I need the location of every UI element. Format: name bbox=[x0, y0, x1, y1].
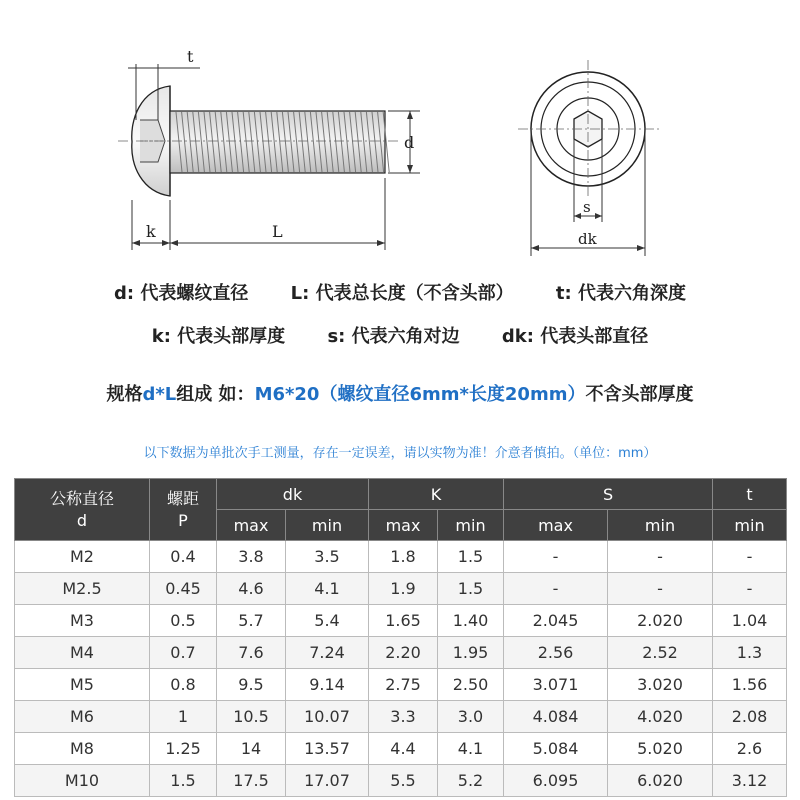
cell-s-max: 4.084 bbox=[504, 701, 608, 733]
cell-k-max: 1.9 bbox=[369, 573, 438, 605]
header-dk: dk bbox=[217, 479, 369, 510]
cell-s-min: 5.020 bbox=[608, 733, 713, 765]
header-dk-min: min bbox=[286, 510, 369, 541]
spec-table bbox=[14, 478, 787, 797]
spec-formula: d*L bbox=[142, 384, 177, 405]
cell-nominal: M2 bbox=[15, 541, 150, 573]
cell-dk-max: 9.5 bbox=[217, 669, 286, 701]
cell-s-min: 3.020 bbox=[608, 669, 713, 701]
header-nominal-symbol: d bbox=[76, 510, 88, 530]
label-k: k bbox=[146, 222, 156, 241]
legend-s: s: 代表六角对边 bbox=[327, 326, 460, 347]
cell-pitch: 1.5 bbox=[150, 765, 217, 797]
cell-nominal: M2.5 bbox=[15, 573, 150, 605]
cell-pitch: 0.5 bbox=[150, 605, 217, 637]
label-L: L bbox=[272, 222, 283, 241]
cell-nominal: M6 bbox=[15, 701, 150, 733]
cell-nominal: M4 bbox=[15, 637, 150, 669]
legend-L: L: 代表总长度（不含头部） bbox=[290, 283, 514, 304]
legend-k: k: 代表头部厚度 bbox=[151, 326, 286, 347]
header-k-max: max bbox=[369, 510, 438, 541]
table-row bbox=[15, 605, 787, 637]
cell-s-min: 4.020 bbox=[608, 701, 713, 733]
label-d: d bbox=[404, 133, 415, 152]
cell-t-min: 1.56 bbox=[713, 669, 787, 701]
table-row bbox=[15, 669, 787, 701]
spec-middle: 组成 如： bbox=[176, 384, 255, 405]
cell-s-max: 5.084 bbox=[504, 733, 608, 765]
cell-pitch: 0.7 bbox=[150, 637, 217, 669]
cell-k-min: 1.5 bbox=[438, 573, 504, 605]
cell-k-max: 3.3 bbox=[369, 701, 438, 733]
screw-end-view bbox=[518, 60, 660, 198]
cell-pitch: 0.45 bbox=[150, 573, 217, 605]
header-k-min: min bbox=[438, 510, 504, 541]
cell-t-min: 2.6 bbox=[713, 733, 787, 765]
header-t-min: min bbox=[713, 510, 787, 541]
cell-pitch: 0.8 bbox=[150, 669, 217, 701]
cell-s-min: - bbox=[608, 541, 713, 573]
legend-line-2 bbox=[0, 322, 800, 348]
cell-s-max: 2.56 bbox=[504, 637, 608, 669]
cell-k-min: 5.2 bbox=[438, 765, 504, 797]
header-s-min: min bbox=[608, 510, 713, 541]
header-nominal-label: 公称直径 bbox=[49, 488, 114, 508]
cell-dk-min: 17.07 bbox=[286, 765, 369, 797]
cell-dk-max: 7.6 bbox=[217, 637, 286, 669]
cell-k-max: 1.65 bbox=[369, 605, 438, 637]
cell-dk-min: 3.5 bbox=[286, 541, 369, 573]
legend-line-1 bbox=[0, 279, 800, 305]
cell-dk-min: 13.57 bbox=[286, 733, 369, 765]
header-pitch bbox=[150, 479, 217, 541]
label-s: s bbox=[583, 198, 591, 216]
legend-d: d: 代表螺纹直径 bbox=[114, 283, 249, 304]
table-body bbox=[15, 541, 787, 797]
cell-nominal: M3 bbox=[15, 605, 150, 637]
cell-k-max: 5.5 bbox=[369, 765, 438, 797]
cell-k-max: 4.4 bbox=[369, 733, 438, 765]
table-row bbox=[15, 701, 787, 733]
cell-t-min: 2.08 bbox=[713, 701, 787, 733]
table-row bbox=[15, 637, 787, 669]
cell-s-max: 2.045 bbox=[504, 605, 608, 637]
spec-example-line bbox=[0, 380, 800, 406]
table-row bbox=[15, 733, 787, 765]
header-t: t bbox=[713, 479, 787, 510]
cell-k-min: 4.1 bbox=[438, 733, 504, 765]
cell-pitch: 1.25 bbox=[150, 733, 217, 765]
header-nominal-diameter bbox=[15, 479, 150, 541]
cell-k-max: 2.75 bbox=[369, 669, 438, 701]
cell-dk-min: 9.14 bbox=[286, 669, 369, 701]
table-row bbox=[15, 573, 787, 605]
cell-dk-min: 5.4 bbox=[286, 605, 369, 637]
label-t: t bbox=[187, 47, 194, 66]
header-dk-max: max bbox=[217, 510, 286, 541]
cell-dk-min: 4.1 bbox=[286, 573, 369, 605]
cell-t-min: - bbox=[713, 541, 787, 573]
cell-t-min: 1.04 bbox=[713, 605, 787, 637]
cell-s-max: - bbox=[504, 541, 608, 573]
header-pitch-symbol: P bbox=[178, 510, 188, 530]
cell-s-min: 2.52 bbox=[608, 637, 713, 669]
cell-nominal: M10 bbox=[15, 765, 150, 797]
cell-dk-max: 4.6 bbox=[217, 573, 286, 605]
spec-suffix: 不含头部厚度 bbox=[585, 384, 694, 405]
screw-side-view bbox=[118, 86, 398, 196]
cell-s-min: 2.020 bbox=[608, 605, 713, 637]
header-s-max: max bbox=[504, 510, 608, 541]
cell-t-min: - bbox=[713, 573, 787, 605]
cell-k-min: 3.0 bbox=[438, 701, 504, 733]
measurement-note: 以下数据为单批次手工测量，存在一定误差，请以实物为准！介意者慎拍。（单位：mm） bbox=[143, 446, 657, 461]
cell-pitch: 0.4 bbox=[150, 541, 217, 573]
cell-dk-max: 3.8 bbox=[217, 541, 286, 573]
table-row bbox=[15, 541, 787, 573]
legend-t: t: 代表六角深度 bbox=[555, 283, 686, 304]
cell-t-min: 3.12 bbox=[713, 765, 787, 797]
cell-k-min: 2.50 bbox=[438, 669, 504, 701]
cell-dk-max: 10.5 bbox=[217, 701, 286, 733]
table-row bbox=[15, 765, 787, 797]
cell-k-max: 2.20 bbox=[369, 637, 438, 669]
cell-t-min: 1.3 bbox=[713, 637, 787, 669]
cell-dk-max: 14 bbox=[217, 733, 286, 765]
label-dk: dk bbox=[578, 230, 597, 248]
cell-dk-min: 7.24 bbox=[286, 637, 369, 669]
cell-pitch: 1 bbox=[150, 701, 217, 733]
spec-prefix: 规格 bbox=[106, 384, 143, 405]
screw-drawing bbox=[0, 0, 800, 270]
cell-k-max: 1.8 bbox=[369, 541, 438, 573]
cell-s-min: 6.020 bbox=[608, 765, 713, 797]
cell-s-max: 6.095 bbox=[504, 765, 608, 797]
cell-dk-max: 5.7 bbox=[217, 605, 286, 637]
table-header-row-1 bbox=[15, 479, 787, 510]
header-k: K bbox=[369, 479, 504, 510]
cell-dk-min: 10.07 bbox=[286, 701, 369, 733]
cell-nominal: M5 bbox=[15, 669, 150, 701]
cell-k-min: 1.5 bbox=[438, 541, 504, 573]
cell-k-min: 1.95 bbox=[438, 637, 504, 669]
spec-example: M6*20（螺纹直径6mm*长度20mm） bbox=[254, 384, 586, 405]
cell-s-max: 3.071 bbox=[504, 669, 608, 701]
header-s: S bbox=[504, 479, 713, 510]
header-pitch-label: 螺距 bbox=[166, 488, 199, 508]
cell-dk-max: 17.5 bbox=[217, 765, 286, 797]
cell-k-min: 1.40 bbox=[438, 605, 504, 637]
legend-dk: dk: 代表头部直径 bbox=[501, 326, 649, 347]
cell-s-max: - bbox=[504, 573, 608, 605]
cell-s-min: - bbox=[608, 573, 713, 605]
cell-nominal: M8 bbox=[15, 733, 150, 765]
